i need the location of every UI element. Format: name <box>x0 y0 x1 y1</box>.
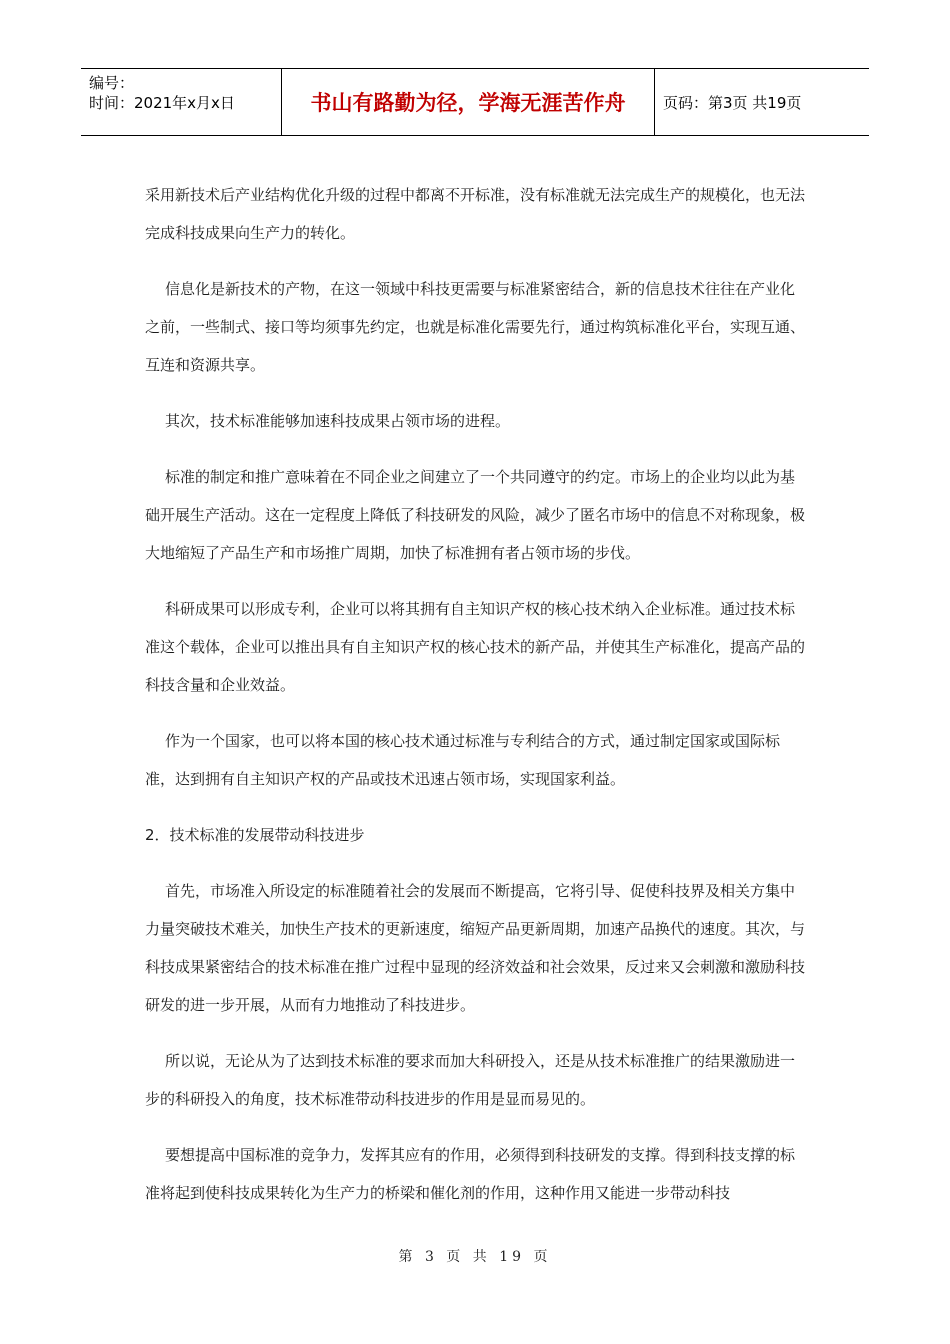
paragraph: 采用新技术后产业结构优化升级的过程中都离不开标准，没有标准就无法完成生产的规模化，也无法完成科技成果向生产力的转化。 <box>145 186 806 242</box>
paragraph: 所以说，无论从为了达到技术标准的要求而加大科研投入，还是从技术标准推广的结果激励进一步的科研投入的角度，技术标准带动科技进步的作用是显而易见的。 <box>145 1052 796 1108</box>
document-header <box>81 68 869 136</box>
document-body <box>145 176 805 1230</box>
paragraph: 作为一个国家，也可以将本国的核心技术通过标准与专利结合的方式，通过制定国家或国际标准，达到拥有自主知识产权的产品或技术迅速占领市场，实现国家利益。 <box>145 732 781 788</box>
header-page-info: 页码：第3页 共19页 <box>663 93 802 112</box>
header-meta <box>81 69 282 135</box>
section-heading: 2．技术标准的发展带动科技进步 <box>145 826 365 844</box>
paragraph: 要想提高中国标准的竞争力，发挥其应有的作用，必须得到科技研发的支撑。得到科技支撑的标准将起到使科技成果转化为生产力的桥梁和催化剂的作用，这种作用又能进一步带动科技 <box>145 1146 796 1202</box>
paragraph: 信息化是新技术的产物，在这一领域中科技更需要与标准紧密结合，新的信息技术往往在产业化之前，一些制式、接口等均须事先约定，也就是标准化需要先行，通过构筑标准化平台，实现互通、互连和资源共享。 <box>145 280 806 374</box>
paragraph: 标准的制定和推广意味着在不同企业之间建立了一个共同遵守的约定。市场上的企业均以此为基础开展生产活动。这在一定程度上降低了科技研发的风险，减少了匿名市场中的信息不对称现象，极大地缩短了产品生产和市场推广周期，加快了标准拥有者占领市场的步伐。 <box>145 468 806 562</box>
doc-code-label: 编号： <box>89 74 135 92</box>
paragraph: 其次，技术标准能够加速科技成果占领市场的进程。 <box>165 412 511 430</box>
doc-time-label: 时间：2021年x月x日 <box>89 94 235 112</box>
header-motto: 书山有路勤为径，学海无涯苦作舟 <box>282 69 655 135</box>
paragraph: 首先，市场准入所设定的标准随着社会的发展而不断提高，它将引导、促使科技界及相关方集中力量突破技术难关，加快生产技术的更新速度，缩短产品更新周期，加速产品换代的速度。其次，与科技成果紧密结合的技术标准在推广过程中显现的经济效益和社会效果，反过来又会刺激和激励科技研发的进一步开展，从而有力地推动了科技进步。 <box>145 882 806 1014</box>
page-footer: 第 3 页 共 19 页 <box>398 1249 552 1265</box>
paragraph: 科研成果可以形成专利，企业可以将其拥有自主知识产权的核心技术纳入企业标准。通过技术标准这个载体，企业可以推出具有自主知识产权的核心技术的新产品，并使其生产标准化，提高产品的科技含量和企业效益。 <box>145 600 806 694</box>
